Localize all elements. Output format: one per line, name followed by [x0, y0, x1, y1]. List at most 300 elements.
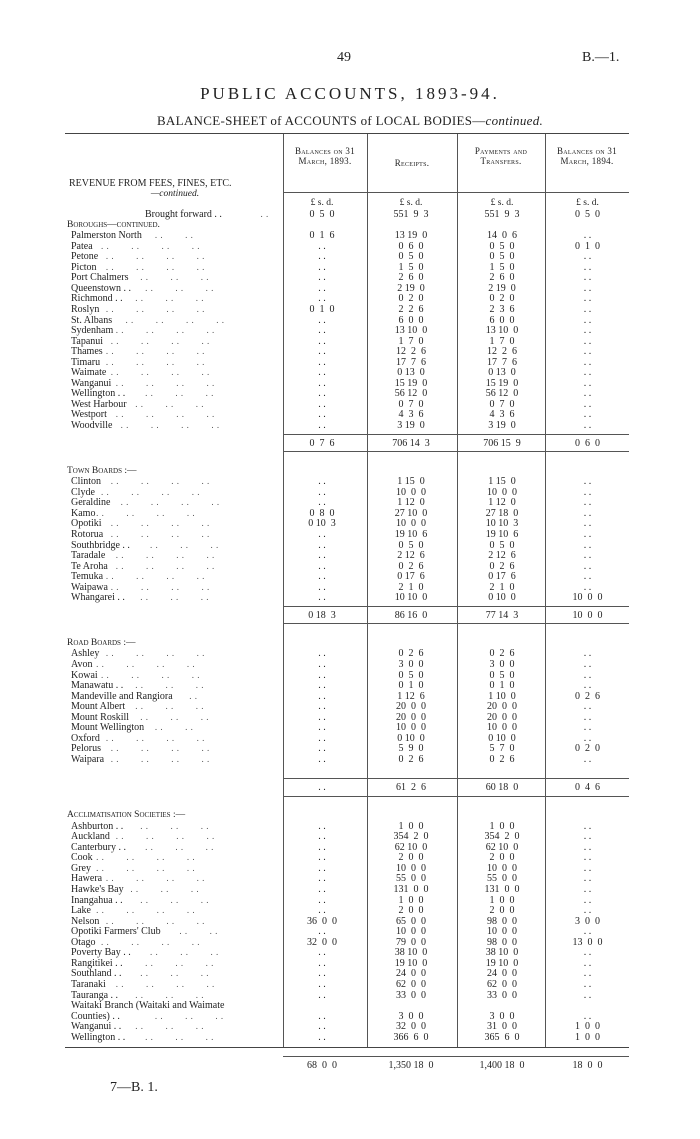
leader-dots: . . . . . .	[124, 884, 200, 894]
table-row	[65, 293, 629, 304]
row-label: Poverty Bay . .	[71, 947, 131, 959]
cell-c1: 0 1 0	[309, 303, 335, 315]
table-row	[65, 388, 629, 399]
cell-c4: . .	[583, 261, 592, 273]
cell-c3: 98 0 0	[487, 936, 517, 948]
leader-dots: . . . . . .	[129, 398, 205, 409]
table-row	[65, 743, 629, 754]
leader-dots: . . . . . .	[139, 957, 214, 968]
row-label: Otago	[71, 936, 96, 948]
cell-c2: 0 1 0	[398, 680, 424, 692]
cell-c1: . .	[318, 356, 326, 368]
cell-c4: . .	[583, 648, 592, 660]
leader-dots: . . . . . .	[134, 592, 209, 603]
row-label: Mount Roskill	[71, 711, 130, 723]
cell-c4: . .	[583, 820, 592, 832]
leader-dots: . . . . . . . .	[110, 560, 215, 571]
cell-c2: 13 19 0	[394, 230, 428, 242]
cell-c3: 0 2 0	[489, 293, 515, 305]
cell-c1: . .	[318, 753, 326, 765]
cell-c4: . .	[583, 398, 592, 410]
cell-c1: 0 18 3	[308, 609, 336, 621]
cell-c3: 6 0 0	[489, 314, 515, 326]
row-label: Wanganui	[71, 377, 112, 389]
leader-dots: . . . .	[149, 722, 194, 733]
cell-c3: 0 2 6	[489, 560, 515, 572]
leader-dots: . . . . . .	[144, 947, 219, 958]
cell-c4: 0 4 6	[575, 782, 600, 794]
cell-c1: . .	[318, 581, 326, 593]
cell-c4: 1 0 0	[575, 1021, 600, 1033]
leader-dots: . . . . . .	[139, 1031, 214, 1042]
cell-c4: 0 5 0	[575, 209, 600, 220]
cell-c3: 20 0 0	[487, 711, 517, 723]
row-label: Waimate	[71, 367, 107, 379]
cell-c1: 0 8 0	[309, 507, 335, 519]
cell-c3: 0 17 6	[488, 571, 516, 583]
cell-c2: 1 7 0	[398, 335, 424, 347]
leader-dots: . . . . . .	[134, 711, 209, 722]
row-label: Kowai	[71, 669, 98, 681]
row-label: Clinton	[71, 476, 102, 488]
table-row	[65, 476, 629, 487]
cell-c2: 2 0 0	[398, 905, 424, 917]
cell-c3: 17 7 6	[487, 356, 517, 368]
cell-c1: . .	[318, 648, 326, 660]
leader-dots: . . . . . . . .	[105, 476, 210, 487]
row-label: Inangahua . .	[71, 894, 123, 906]
cell-c1: . .	[318, 486, 326, 498]
section-heading	[65, 220, 629, 231]
leader-dots: . . . . . . . .	[100, 303, 205, 314]
cell-c1: 36 0 0	[307, 915, 337, 927]
cell-c3: 27 18 0	[485, 507, 519, 519]
cell-c4: 0 2 0	[575, 743, 600, 755]
cell-c2: 61 2 6	[396, 782, 426, 794]
table-row	[65, 821, 629, 832]
cell-c1: . .	[318, 873, 326, 885]
cell-c1: . .	[318, 782, 326, 794]
table-row	[65, 357, 629, 368]
units-label: £ s. d.	[399, 198, 423, 208]
cell-c3: 3 19 0	[488, 420, 516, 431]
cell-c1: 68 0 0	[307, 1059, 337, 1071]
cell-c1: . .	[318, 957, 326, 969]
row-label: Southbridge . .	[71, 539, 130, 551]
row-label: Town Boards :—	[67, 465, 137, 476]
table-row	[65, 1032, 629, 1043]
balance-sheet-table	[65, 133, 629, 1071]
table-row	[65, 241, 629, 252]
row-label: Whangarei . .	[71, 592, 125, 604]
leader-dots: . . . . . .	[129, 701, 205, 712]
cell-c2: 20 0 0	[396, 711, 426, 723]
row-label: Lake	[71, 905, 91, 917]
cell-c4: . .	[583, 894, 592, 906]
cell-c3: 13 10 0	[485, 325, 519, 337]
table-row	[65, 529, 629, 540]
table-row	[65, 508, 629, 519]
cell-c3: 15 19 0	[485, 377, 519, 389]
section-rule	[283, 796, 629, 797]
row-label: St. Albans	[71, 314, 113, 326]
cell-c1: . .	[318, 820, 326, 832]
table-row	[65, 968, 629, 979]
row-label: Wanganui . .	[71, 1021, 122, 1033]
cell-c2: 27 10 0	[394, 507, 428, 519]
cell-c1: . .	[318, 989, 326, 1001]
cell-c2: 0 5 0	[398, 539, 424, 551]
cell-c3: 10 0 0	[487, 926, 517, 938]
table-row	[65, 895, 629, 906]
leader-dots: . . . . . . . .	[90, 862, 196, 873]
leader-dots: . .	[183, 690, 198, 701]
row-label: Port Chalmers	[71, 272, 129, 284]
cell-c3: 0 5 0	[489, 539, 515, 551]
cell-c3: 0 10 0	[488, 592, 516, 604]
cell-c3: 10 10 3	[485, 518, 519, 530]
section-rule	[283, 778, 629, 779]
cell-c1: . .	[318, 669, 326, 681]
table-row	[65, 958, 629, 969]
cell-c2: 2 6 0	[398, 272, 424, 284]
table-row	[65, 873, 629, 884]
cell-c2: 0 17 6	[397, 571, 425, 583]
total-row	[65, 610, 629, 621]
table-row	[65, 540, 629, 551]
cell-c4: . .	[583, 978, 592, 990]
row-label: Cook	[71, 852, 93, 864]
table-row	[65, 937, 629, 948]
cell-c1: . .	[318, 497, 326, 509]
row-label: Boroughs—continued.	[67, 219, 160, 230]
cell-c3: 24 0 0	[487, 968, 517, 980]
leader-dots: . . . . . . . .	[100, 648, 205, 659]
cell-c4: 13 0 0	[572, 936, 603, 948]
cell-c2: 131 0 0	[393, 884, 429, 895]
leader-dots: . . . . . .	[134, 272, 209, 283]
cell-c4: . .	[583, 841, 592, 853]
total-row	[65, 1060, 629, 1071]
row-label: Waipara	[71, 753, 105, 765]
cell-c1: . .	[318, 550, 326, 562]
table-row	[65, 209, 629, 220]
cell-c2: 10 0 0	[396, 486, 426, 498]
page-code: B.—1.	[582, 50, 620, 65]
table-row	[65, 399, 629, 410]
table-row	[65, 659, 629, 670]
cell-c2: 79 0 0	[396, 936, 426, 948]
cell-c1: . .	[318, 659, 326, 670]
leader-dots: . .	[255, 209, 269, 219]
cell-c4: . .	[583, 659, 592, 670]
cell-c2: 32 0 0	[396, 1021, 426, 1033]
section-heading	[65, 638, 629, 649]
cell-c1: 0 5 0	[309, 209, 335, 220]
cell-c2: 6 0 0	[398, 314, 424, 326]
row-label: Clyde	[71, 486, 95, 498]
units-label: £ s. d.	[576, 198, 599, 208]
cell-c2: 366 6 0	[393, 1031, 429, 1043]
cell-c2: 0 5 0	[398, 251, 424, 263]
table-row	[65, 346, 629, 357]
row-label: Picton	[71, 261, 97, 273]
table-row	[65, 315, 629, 326]
cell-c2: 0 2 6	[398, 648, 424, 660]
table-row	[65, 272, 629, 283]
cell-c2: 65 0 0	[396, 915, 426, 927]
cell-c3: 2 1 0	[489, 581, 515, 593]
cell-c4: . .	[583, 476, 592, 488]
col-balances-1894: Balances on 31 March, 1894.	[556, 146, 618, 166]
cell-c1: . .	[318, 884, 326, 895]
cell-c3: 5 7 0	[489, 743, 515, 755]
cell-c3: 2 6 0	[489, 272, 515, 284]
row-label: Geraldine	[71, 497, 111, 509]
subtitle-main: BALANCE-SHEET of ACCOUNTS of LOCAL BODIES—	[156, 113, 486, 128]
cell-c4: 3 0 0	[575, 915, 600, 927]
cell-c2: 0 2 6	[398, 560, 424, 572]
row-label: Taradale	[71, 550, 106, 562]
cell-c1: . .	[318, 398, 326, 410]
cell-c4: . .	[583, 356, 592, 368]
table-row	[65, 701, 629, 712]
cell-c1: . .	[318, 571, 326, 583]
cell-c3: 19 10 0	[485, 957, 519, 969]
leader-dots: . . . . . . . .	[100, 346, 205, 357]
table-row	[65, 916, 629, 927]
cell-c2: 10 0 0	[396, 518, 426, 530]
cell-c3: 33 0 0	[487, 989, 517, 1001]
cell-c2: 0 5 0	[398, 669, 424, 681]
cell-c3: 0 2 6	[489, 753, 515, 765]
cell-c4: . .	[583, 251, 592, 263]
cell-c4: . .	[583, 957, 592, 969]
cell-c4: . .	[583, 711, 592, 723]
table-row	[65, 831, 629, 842]
cell-c4: . .	[583, 884, 592, 895]
cell-c4: 0 6 0	[575, 437, 600, 449]
row-label: Tapanui	[71, 335, 104, 347]
table-row	[65, 1011, 629, 1022]
cell-c2: 5 9 0	[398, 743, 424, 755]
table-row	[65, 497, 629, 508]
row-label: Queenstown . .	[71, 282, 131, 294]
cell-c4: . .	[583, 539, 592, 551]
cell-c2: 24 0 0	[396, 968, 426, 980]
cell-c4: . .	[583, 732, 592, 744]
cell-c3: 2 0 0	[489, 905, 515, 917]
cell-c2: 86 16 0	[394, 609, 428, 621]
cell-c1: 0 7 6	[309, 437, 335, 449]
cell-c1: . .	[318, 926, 326, 938]
col-balances-1893: Balances on 31 March, 1893.	[294, 146, 356, 166]
table-row	[65, 518, 629, 529]
cell-c1: . .	[318, 377, 326, 389]
cell-c2: 38 10 0	[394, 947, 428, 959]
table-row	[65, 487, 629, 498]
cell-c3: 1 12 0	[488, 497, 516, 509]
cell-c1: . .	[318, 1021, 326, 1033]
leader-dots: . . . . . . . .	[95, 240, 200, 251]
cell-c2: 0 2 0	[398, 293, 424, 305]
table-row	[65, 680, 629, 691]
leader-dots: . . . . . .	[139, 388, 214, 399]
cell-c3: 14 0 6	[487, 230, 517, 242]
cell-c3: 56 12 0	[485, 388, 519, 400]
cell-c2: 13 10 0	[394, 325, 428, 337]
cell-c1: . .	[318, 420, 326, 431]
table-row	[65, 561, 629, 572]
table-row	[65, 691, 629, 702]
cell-c4: . .	[583, 293, 592, 305]
cell-c3: 354 2 0	[484, 831, 520, 843]
cell-c2: 62 10 0	[394, 841, 428, 853]
cell-c4: . .	[583, 852, 592, 864]
cell-c1: . .	[318, 367, 326, 379]
cell-c4: 10 0 0	[572, 609, 603, 621]
cell-c2: 0 7 0	[398, 398, 424, 410]
total-row	[65, 438, 629, 449]
cell-c3: 365 6 0	[484, 1031, 520, 1043]
cell-c3: 62 10 0	[485, 841, 519, 853]
row-label: Acclimatisation Societies :—	[67, 810, 186, 821]
cell-c3: 551 9 3	[484, 209, 520, 220]
cell-c2: 1 15 0	[397, 476, 425, 488]
leader-dots: . . . . . . . .	[115, 497, 220, 508]
table-row	[65, 863, 629, 874]
table-row	[65, 947, 629, 958]
row-label: Brought forward . .	[145, 209, 222, 220]
cell-c4: . .	[583, 486, 592, 498]
cell-c2: 15 19 0	[394, 377, 428, 389]
cell-c3: 4 3 6	[489, 409, 515, 421]
leader-dots: . . . . . . . .	[105, 581, 210, 592]
table-row	[65, 712, 629, 723]
cell-c1: . .	[318, 560, 326, 572]
cell-c1: . .	[318, 592, 326, 604]
cell-c4: 0 2 6	[575, 690, 600, 702]
cell-c3: 10 0 0	[487, 486, 517, 498]
cell-c2: 62 0 0	[396, 978, 426, 990]
cell-c1: . .	[318, 539, 326, 551]
cell-c4: . .	[583, 722, 592, 734]
cell-c2: 10 0 0	[396, 722, 426, 734]
cell-c4: . .	[583, 367, 592, 379]
cell-c1: . .	[318, 968, 326, 980]
cell-c1: . .	[318, 346, 326, 358]
cell-c4: . .	[583, 420, 592, 431]
section-rule	[283, 1056, 629, 1057]
table-row	[65, 979, 629, 990]
leader-dots: . . . . . . . .	[110, 325, 215, 336]
row-label: Richmond . .	[71, 293, 123, 305]
cell-c3: 2 12 6	[488, 550, 516, 562]
table-row	[65, 754, 629, 765]
cell-c2: 4 3 6	[398, 409, 424, 421]
cell-c2: 1 0 0	[398, 820, 424, 832]
leader-dots: . . . . . . . .	[100, 915, 205, 926]
leader-dots: . . . . . . . .	[100, 873, 205, 884]
cell-c2: 706 14 3	[392, 437, 430, 449]
cell-c3: 1 15 0	[488, 476, 516, 488]
cell-c4: . .	[583, 581, 592, 593]
section-heading	[65, 466, 629, 477]
leader-dots: . . . . . . . .	[110, 978, 215, 989]
cell-c3: 1 5 0	[489, 261, 515, 273]
cell-c2: 354 2 0	[393, 831, 429, 843]
cell-c2: 10 10 0	[394, 592, 428, 604]
row-label: Roslyn	[71, 303, 100, 315]
leader-dots: . . . . . .	[139, 282, 214, 293]
leader-dots: . . . . . . . .	[105, 528, 210, 539]
cell-c3: 2 3 6	[489, 303, 515, 315]
table-row	[65, 550, 629, 561]
table-row	[65, 378, 629, 389]
cell-c3: 38 10 0	[485, 947, 519, 959]
table-row	[65, 1000, 629, 1011]
leader-dots: . . . . . . . .	[95, 486, 200, 497]
cell-c3: 10 0 0	[487, 862, 517, 874]
row-label: Te Aroha	[71, 560, 108, 572]
cell-c3: 12 2 6	[487, 346, 517, 358]
leader-dots: . . . . . . . .	[105, 753, 210, 764]
row-label: Palmerston North	[71, 230, 142, 242]
cell-c4: . .	[583, 560, 592, 572]
cell-c4: . .	[583, 282, 592, 294]
table-row	[65, 905, 629, 916]
cell-c4: . .	[583, 753, 592, 765]
leader-dots: . . . . . . . .	[95, 936, 200, 947]
table-row	[65, 842, 629, 853]
cell-c3: 1 0 0	[489, 894, 515, 906]
leader-dots: . . . . . . . .	[110, 377, 215, 388]
row-label: Opotiki Farmers' Club	[71, 926, 161, 938]
leader-dots: . . . . . . . .	[105, 518, 210, 529]
row-label: Opotiki	[71, 518, 102, 530]
cell-c4: . .	[583, 680, 592, 692]
row-label: West Harbour	[71, 398, 127, 410]
cell-c2: 1 12 6	[397, 690, 425, 702]
revenue-heading-sub: —continued.	[150, 189, 200, 199]
cell-c4: . .	[583, 325, 592, 337]
cell-c4: . .	[583, 507, 592, 519]
cell-c1: . .	[318, 978, 326, 990]
table-row	[65, 304, 629, 315]
section-heading	[65, 810, 629, 821]
row-label: Grey	[71, 862, 91, 874]
cell-c1: . .	[318, 701, 326, 713]
cell-c1: . .	[318, 240, 326, 252]
cell-c4: . .	[583, 303, 592, 315]
cell-c1: . .	[318, 272, 326, 284]
table-row	[65, 648, 629, 659]
leader-dots: . . . . . . . .	[105, 335, 210, 346]
cell-c2: 3 0 0	[398, 659, 424, 670]
cell-c2: 56 12 0	[394, 388, 428, 400]
leader-dots: . . . . . . . .	[100, 251, 205, 262]
cell-c3: 0 5 0	[489, 240, 515, 252]
leader-dots: . . . .	[173, 926, 218, 937]
cell-c2: 1,350 18 0	[388, 1059, 434, 1071]
cell-c2: 19 10 6	[394, 528, 428, 540]
cell-c3: 55 0 0	[487, 873, 517, 885]
cell-c1: 0 1 6	[309, 230, 335, 242]
cell-c4: . .	[583, 346, 592, 358]
row-label: Avon	[71, 659, 93, 670]
row-label: Mount Wellington	[71, 722, 145, 734]
total-row	[65, 782, 629, 793]
